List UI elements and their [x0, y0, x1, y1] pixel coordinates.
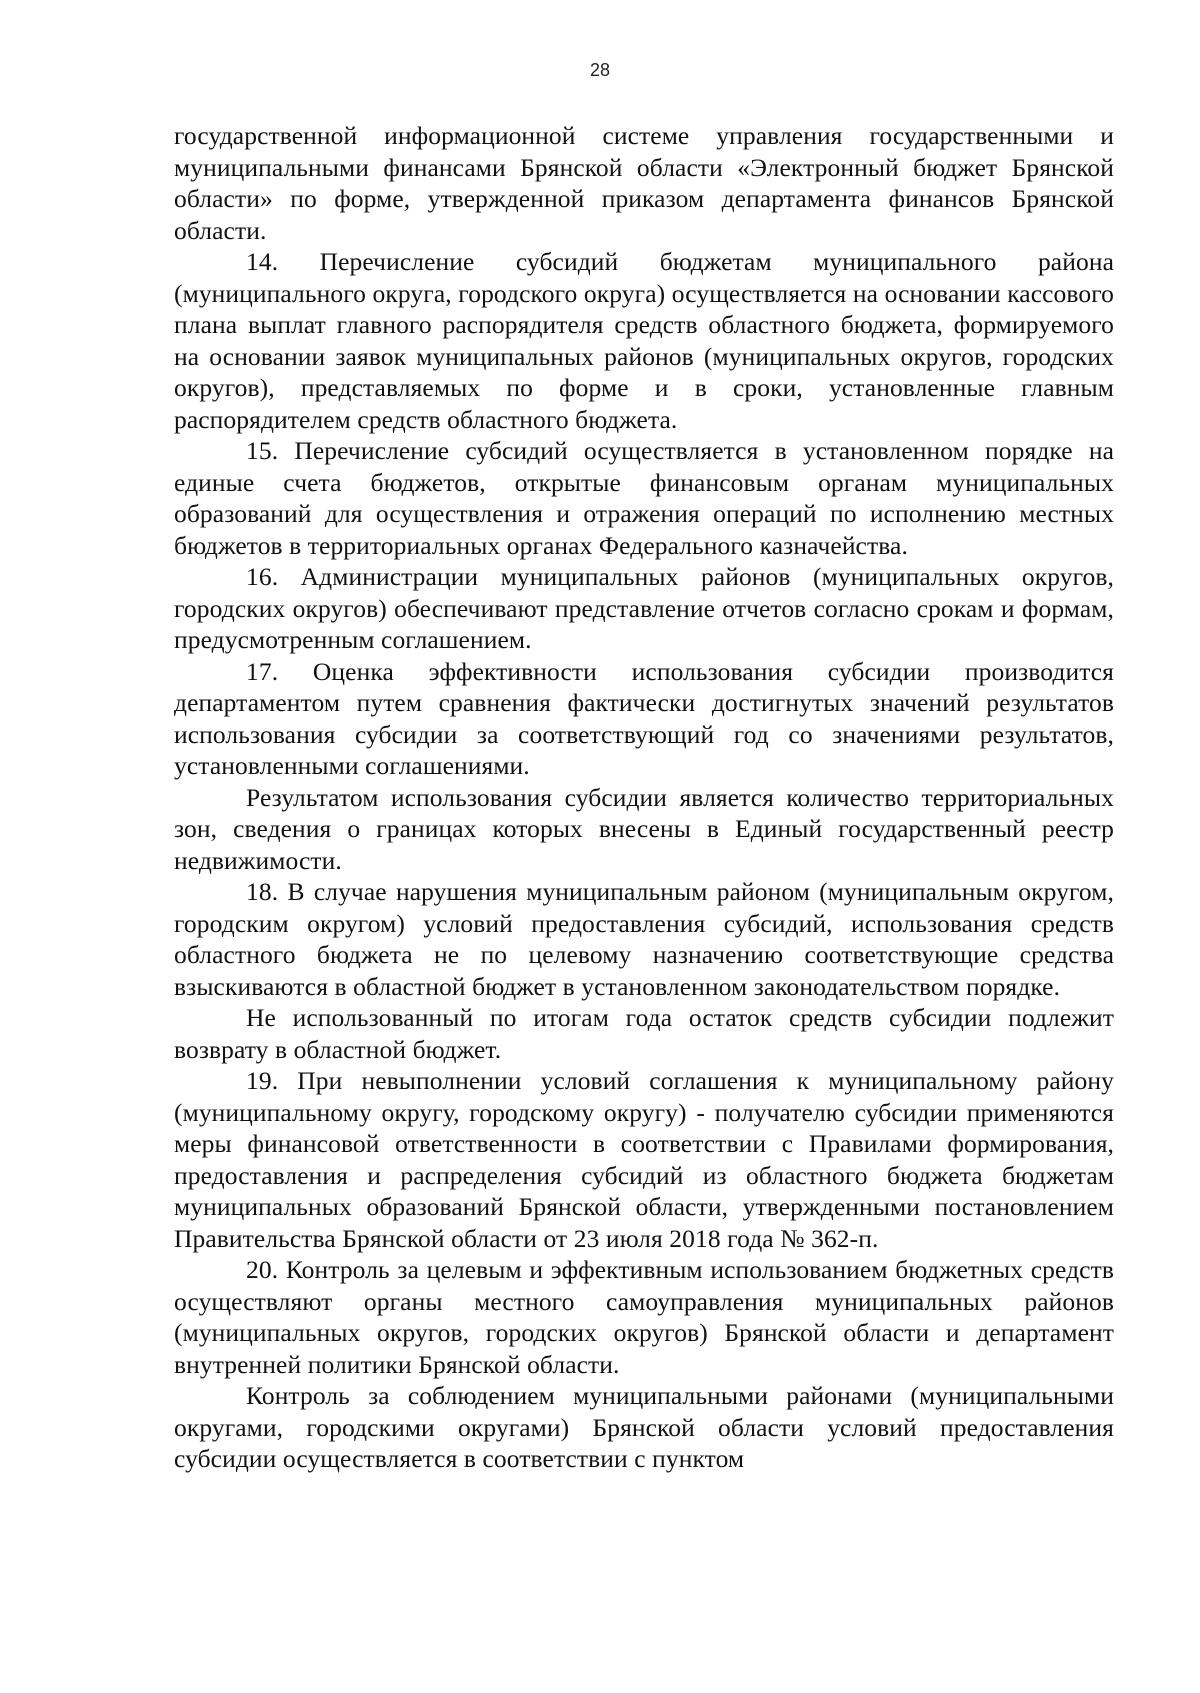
paragraph-17: 17. Оценка эффективности использования субсидии производится департаментом путем сравнения фактически достигнутых значений результатов использования субсидии за соответствующий год со значениями результатов, установленными соглашениями.	[174, 656, 1114, 780]
paragraph-15: 15. Перечисление субсидий осуществляется в установленном порядке на единые счета бюджетов, открытые финансовым органам муниципальных образований для осуществления и отражения операций по исполнению местных бюджетов в территориальных органах Федерального казначейства.	[174, 436, 1114, 560]
paragraph-14: 14. Перечисление субсидий бюджетам муниципального района (муниципального округа, городского округа) осуществляется на основании кассового плана выплат главного распорядителя средств областного бюджета, формируемого на основании заявок муниципальных районов (муниципальных округов, городских округов), представляемых по форме и в сроки, установленные главным распорядителем средств областного бюджета.	[174, 247, 1114, 434]
paragraph-20: 20. Контроль за целевым и эффективным использованием бюджетных средств осуществляют органы местного самоуправления муниципальных районов (муниципальных округов, городских округов) Брянской области и департамент внутренней политики Брянской области.	[174, 1255, 1114, 1379]
paragraph-18-remainder: Не использованный по итогам года остаток средств субсидии подлежит возврату в областной бюджет.	[174, 1003, 1114, 1064]
document-body	[174, 120, 1114, 1475]
paragraph-continuation: государственной информационной системе управления государственными и муниципальными финансами Брянской области «Электронный бюджет Брянской области» по форме, утвержденной приказом департамента финансов Брянской области.	[174, 121, 1114, 245]
paragraph-19: 19. При невыполнении условий соглашения к муниципальному району (муниципальному округу, городскому округу) - получателю субсидии применяются меры финансовой ответственности в соответствии с Правилами формирования, предоставления и распределения субсидий из областного бюджета бюджетам муниципальных образований Брянской области, утвержденными постановлением Правительства Брянской области от 23 июля 2018 года № 362-п.	[174, 1066, 1114, 1253]
paragraph-16: 16. Администрации муниципальных районов (муниципальных округов, городских округов) обеспечивают представление отчетов согласно срокам и формам, предусмотренным соглашением.	[174, 562, 1114, 654]
paragraph-18: 18. В случае нарушения муниципальным районом (муниципальным округом, городским округом) условий предоставления субсидий, использования средств областного бюджета не по целевому назначению соответствующие средства взыскиваются в областной бюджет в установленном законодательством порядке.	[174, 877, 1114, 1001]
paragraph-20-control: Контроль за соблюдением муниципальными районами (муниципальными округами, городскими округами) Брянской области условий предоставления субсидии осуществляется в соответствии с пунктом	[174, 1381, 1114, 1473]
page-number: 28	[589, 60, 611, 80]
paragraph-17-result: Результатом использования субсидии является количество территориальных зон, сведения о границах которых внесены в Единый государственный реестр недвижимости.	[174, 782, 1114, 875]
